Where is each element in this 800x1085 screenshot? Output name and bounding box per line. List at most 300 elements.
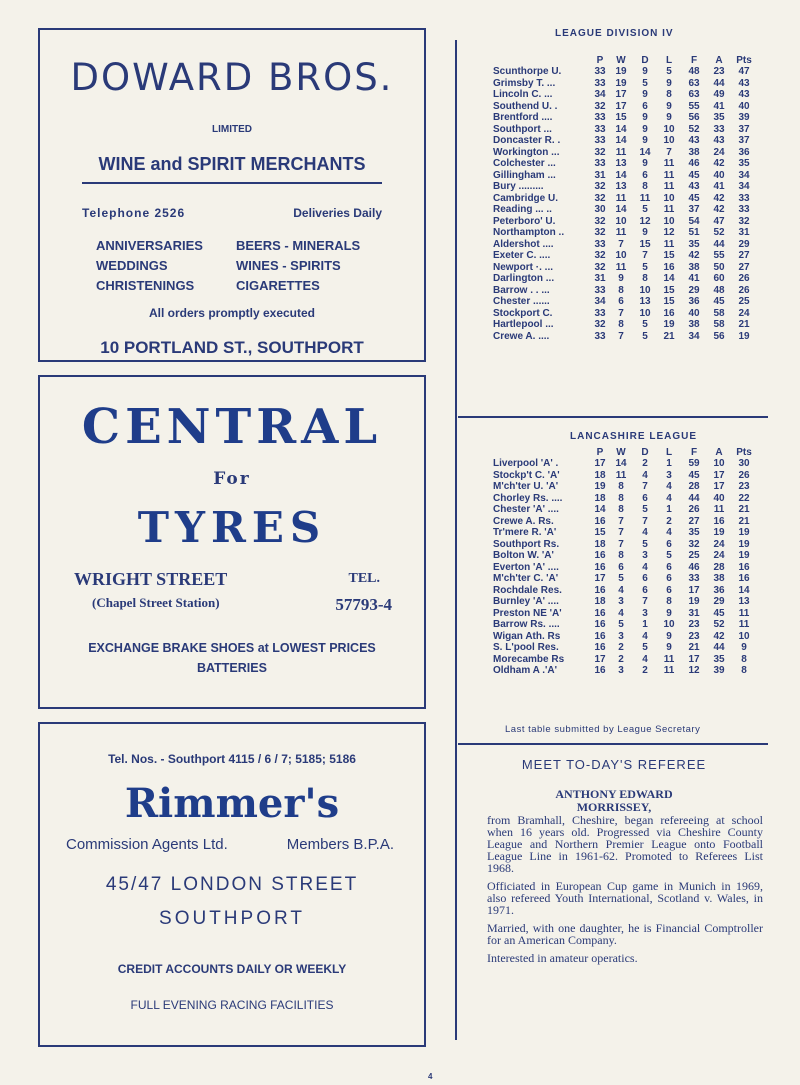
- lancashire-table-row: [493, 642, 757, 654]
- division4-team-name: Southend U. .: [493, 100, 558, 112]
- lancashire-team-name: Wigan Ath. Rs: [493, 630, 561, 642]
- doward-orders: All orders promptly executed: [148, 306, 316, 320]
- lancashire-stat-cell: 44: [688, 492, 700, 504]
- lancashire-stat-cell: 11: [713, 504, 725, 515]
- division4-stat-cell: 42: [713, 158, 725, 169]
- division4-stat-cell: 11: [615, 192, 627, 204]
- lancashire-stat-cell: 4: [666, 492, 672, 504]
- division4-stat-cell: 35: [738, 158, 750, 169]
- lancashire-stat-cell: 17: [594, 573, 606, 584]
- lancashire-stat-cell: 19: [713, 527, 725, 538]
- division4-title: LEAGUE DIVISION IV: [555, 28, 674, 39]
- division4-table-row: [493, 124, 757, 136]
- lancashire-stat-cell: 8: [741, 665, 747, 676]
- lancashire-stat-cell: 7: [642, 596, 648, 607]
- lancashire-stat-cell: 16: [594, 630, 606, 642]
- lancashire-stat-cell: 35: [688, 527, 700, 538]
- lancashire-stat-cell: 8: [618, 550, 624, 561]
- lancashire-team-name: M'ch'ter C. 'A': [493, 573, 559, 584]
- division4-team-name: Chester ......: [493, 296, 550, 307]
- central-tel-number: 57793-4: [335, 595, 392, 614]
- division4-stat-cell: 9: [642, 123, 648, 135]
- lancashire-table-row: [493, 470, 757, 482]
- division4-table-row: [493, 112, 757, 124]
- division4-stat-cell: 32: [594, 261, 606, 273]
- lancashire-stat-cell: 9: [666, 630, 672, 642]
- division4-stat-cell: 11: [663, 158, 675, 169]
- lancashire-team-name: Preston NE 'A': [493, 607, 562, 619]
- division4-stat-cell: 37: [738, 123, 750, 135]
- division4-stat-cell: 45: [713, 296, 725, 307]
- division4-stat-cell: 42: [688, 250, 700, 261]
- lancashire-header-row: [493, 446, 757, 458]
- lancashire-stat-cell: 14: [615, 458, 627, 469]
- division4-table-row: [493, 216, 757, 228]
- lancashire-stat-cell: 14: [738, 584, 750, 596]
- referee-paragraph: Officiated in European Cup game in Munich in 1969, also refereed Youth International, Scotland v. Wales, in 1971.: [487, 879, 763, 917]
- division4-stat-cell: 43: [713, 135, 725, 146]
- division4-stat-cell: 11: [663, 238, 675, 250]
- lancashire-stat-cell: 7: [618, 515, 624, 527]
- division4-team-name: Exeter C. ....: [493, 250, 551, 261]
- rimmer-commission: Commission Agents Ltd.: [66, 836, 228, 853]
- division4-stat-cell: 5: [642, 330, 648, 342]
- lancashire-stat-cell: 18: [594, 538, 606, 550]
- division4-team-name: Workington ...: [493, 146, 560, 158]
- division4-stat-cell: 8: [642, 273, 648, 284]
- division4-stat-cell: 38: [688, 146, 700, 158]
- division4-team-name: Hartlepool ...: [493, 319, 554, 330]
- division4-stat-cell: 33: [594, 123, 606, 135]
- division4-stat-cell: 33: [594, 135, 606, 146]
- division4-stat-cell: 11: [663, 169, 675, 181]
- division4-stat-cell: 9: [618, 273, 624, 284]
- lancashire-table-row: [493, 562, 757, 574]
- division4-stat-cell: 6: [642, 100, 648, 112]
- division4-stat-cell: 19: [738, 330, 750, 342]
- lancashire-stat-cell: 5: [618, 573, 624, 584]
- division4-stat-cell: 17: [615, 89, 627, 100]
- lancashire-stat-cell: 21: [688, 642, 700, 653]
- lancashire-stat-cell: 24: [713, 550, 725, 561]
- division4-stat-cell: 52: [713, 227, 725, 238]
- division4-stat-cell: 43: [688, 181, 700, 192]
- lancashire-stat-cell: 16: [594, 619, 606, 630]
- lancashire-stat-cell: 3: [618, 596, 624, 607]
- division4-stat-cell: 13: [615, 158, 627, 169]
- lancashire-stat-cell: 5: [666, 550, 672, 561]
- division4-stat-cell: 37: [688, 204, 700, 215]
- division4-stat-cell: 45: [688, 192, 700, 204]
- division4-stat-cell: 9: [642, 112, 648, 123]
- division4-stat-cell: 10: [663, 135, 675, 146]
- lancashire-stat-cell: 26: [688, 504, 700, 515]
- lancashire-table-row: [493, 516, 757, 528]
- lancashire-stat-cell: 3: [642, 550, 648, 561]
- division4-stat-cell: 8: [618, 319, 624, 330]
- lancashire-stat-cell: 6: [642, 492, 648, 504]
- division4-table-row: [493, 193, 757, 205]
- lancashire-team-name: Burnley 'A' ....: [493, 596, 559, 607]
- lancashire-column-header: [493, 446, 591, 458]
- lancashire-stat-cell: 2: [618, 642, 624, 653]
- lancashire-team-name: Bolton W. 'A': [493, 550, 554, 561]
- lancashire-stat-cell: 16: [738, 573, 750, 584]
- division4-stat-cell: 30: [594, 204, 606, 215]
- lancashire-stat-cell: 4: [666, 527, 672, 538]
- division4-team-name: Stockport C.: [493, 307, 553, 319]
- rimmer-members: Members B.P.A.: [286, 836, 394, 853]
- division4-stat-cell: 11: [663, 181, 675, 192]
- division4-stat-cell: 7: [618, 238, 624, 250]
- rimmer-credit: CREDIT ACCOUNTS DAILY OR WEEKLY: [117, 962, 347, 976]
- division4-table-row: [493, 66, 757, 78]
- lancashire-stat-cell: 59: [688, 458, 700, 469]
- division4-team-name: Darlington ...: [493, 273, 555, 284]
- lancashire-stat-cell: 9: [666, 607, 672, 619]
- division4-stat-cell: 56: [688, 112, 700, 123]
- division4-stat-cell: 48: [713, 284, 725, 296]
- division4-stat-cell: 32: [594, 250, 606, 261]
- division4-stat-cell: 32: [594, 215, 606, 227]
- lancashire-stat-cell: 7: [642, 515, 648, 527]
- lancashire-stat-cell: 17: [688, 584, 700, 596]
- division4-stat-cell: 9: [642, 66, 648, 77]
- division4-column-header: W: [616, 54, 626, 66]
- division4-table-row: [493, 135, 757, 147]
- lancashire-team-name: S. L'pool Res.: [493, 642, 559, 653]
- division4-column-header: P: [596, 54, 604, 66]
- lancashire-team-name: Southport Rs.: [493, 538, 560, 550]
- division4-table-row: [493, 158, 757, 170]
- lancashire-stat-cell: 17: [713, 481, 725, 492]
- lancashire-column-header: P: [596, 446, 604, 458]
- lancashire-stat-cell: 45: [713, 607, 725, 619]
- lancashire-stat-cell: 19: [594, 481, 606, 492]
- lancashire-stat-cell: 45: [688, 469, 700, 481]
- division4-stat-cell: 9: [642, 89, 648, 100]
- rimmer-name: Rimmer's: [124, 780, 340, 827]
- rimmer-address-street: 45/47 LONDON STREET: [105, 874, 359, 895]
- doward-title: DOWARD BROS.: [70, 56, 394, 99]
- central-for: For: [213, 469, 251, 489]
- lancashire-stat-cell: 2: [642, 665, 648, 676]
- central-station: (Chapel Street Station): [92, 595, 220, 610]
- lancashire-stat-cell: 6: [642, 584, 648, 596]
- division4-stat-cell: 33: [594, 284, 606, 296]
- lancashire-stat-cell: 19: [688, 596, 700, 607]
- lancashire-stat-cell: 1: [666, 504, 672, 515]
- lancashire-stat-cell: 3: [642, 607, 648, 619]
- lancashire-stat-cell: 31: [688, 607, 700, 619]
- rimmer-tel-nos: Tel. Nos. - Southport 4115 / 6 / 7; 5185; 5186: [108, 752, 356, 766]
- division4-stat-cell: 13: [639, 296, 651, 307]
- lancashire-table-row: [493, 539, 757, 551]
- lancashire-team-name: Tr'mere R. 'A': [493, 527, 557, 538]
- lancashire-stat-cell: 12: [688, 665, 700, 676]
- lancashire-stat-cell: 3: [666, 469, 672, 481]
- lancashire-stat-cell: 16: [738, 561, 750, 573]
- division4-table: [493, 54, 757, 342]
- division4-team-name: Brentford ....: [493, 112, 553, 123]
- lancashire-stat-cell: 19: [738, 550, 750, 561]
- lancashire-stat-cell: 7: [618, 527, 624, 538]
- division4-stat-cell: 9: [642, 135, 648, 146]
- central-tel-label: TEL.: [348, 571, 380, 586]
- lancashire-stat-cell: 18: [594, 596, 606, 607]
- division4-stat-cell: 51: [688, 227, 700, 238]
- division4-team-name: Peterboro' U.: [493, 215, 556, 227]
- division4-stat-cell: 44: [713, 77, 725, 89]
- division4-stat-cell: 33: [594, 330, 606, 342]
- division4-stat-cell: 32: [594, 192, 606, 204]
- division4-stat-cell: 50: [713, 261, 725, 273]
- lancashire-stat-cell: 17: [594, 653, 606, 665]
- division4-stat-cell: 44: [713, 238, 725, 250]
- division4-stat-cell: 11: [615, 227, 627, 238]
- division4-team-name: Crewe A. ....: [493, 330, 550, 342]
- division4-stat-cell: 9: [666, 77, 672, 89]
- lancashire-table-row: [493, 550, 757, 562]
- division4-table-row: [493, 250, 757, 262]
- division4-stat-cell: 36: [688, 296, 700, 307]
- division4-stat-cell: 40: [738, 100, 750, 112]
- doward-telephone: Telephone 2526: [82, 206, 186, 220]
- referee-heading: MEET TO-DAY'S REFEREE: [521, 757, 707, 772]
- division4-stat-cell: 34: [594, 296, 606, 307]
- lancashire-stat-cell: 10: [738, 630, 750, 642]
- division4-stat-cell: 55: [713, 250, 725, 261]
- lancashire-stat-cell: 11: [663, 665, 675, 676]
- division4-stat-cell: 24: [738, 307, 750, 319]
- division4-stat-cell: 11: [663, 204, 675, 215]
- lancashire-stat-cell: 8: [741, 653, 747, 665]
- division4-stat-cell: 60: [713, 273, 725, 284]
- division4-team-name: Bury .........: [493, 181, 544, 192]
- lancashire-table-row: [493, 654, 757, 666]
- division4-stat-cell: 29: [738, 238, 750, 250]
- doward-occasion-item: CHRISTENINGS: [96, 278, 195, 293]
- division4-stat-cell: 5: [642, 261, 648, 273]
- division4-table-row: [493, 262, 757, 274]
- division4-table-row: [493, 239, 757, 251]
- central-tyres-advert: [38, 375, 426, 709]
- lancashire-stat-cell: 21: [738, 504, 750, 515]
- lancashire-stat-cell: 2: [642, 458, 648, 469]
- lancashire-stat-cell: 27: [688, 515, 700, 527]
- division4-stat-cell: 7: [642, 250, 648, 261]
- lancashire-stat-cell: 44: [713, 642, 725, 653]
- lancashire-stat-cell: 1: [642, 619, 648, 630]
- lancashire-stat-cell: 21: [738, 515, 750, 527]
- division4-table-row: [493, 308, 757, 320]
- lancashire-stat-cell: 16: [594, 607, 606, 619]
- division4-table-row: [493, 331, 757, 343]
- division4-stat-cell: 19: [615, 77, 627, 89]
- lancashire-stat-cell: 35: [713, 653, 725, 665]
- lancashire-stat-cell: 18: [594, 492, 606, 504]
- division4-stat-cell: 10: [663, 192, 675, 204]
- division4-team-name: Cambridge U.: [493, 192, 559, 204]
- lancashire-stat-cell: 9: [741, 642, 747, 653]
- division4-table-row: [493, 170, 757, 182]
- division4-table-row: [493, 101, 757, 113]
- division4-stat-cell: 63: [688, 77, 700, 89]
- lancashire-team-name: Rochdale Res.: [493, 584, 562, 596]
- lancashire-stat-cell: 11: [738, 619, 750, 630]
- division4-team-name: Grimsby T. ...: [493, 77, 556, 89]
- lancashire-stat-cell: 36: [713, 584, 725, 596]
- division4-stat-cell: 16: [663, 307, 675, 319]
- lancashire-team-name: Everton 'A' ....: [493, 561, 559, 573]
- lancashire-stat-cell: 33: [688, 573, 700, 584]
- doward-occasion-item: WEDDINGS: [96, 258, 168, 273]
- division4-stat-cell: 32: [738, 215, 750, 227]
- lancashire-stat-cell: 7: [642, 481, 648, 492]
- division4-stat-cell: 40: [688, 307, 700, 319]
- doward-product-item: CIGARETTES: [236, 278, 320, 293]
- doward-address: 10 PORTLAND ST., SOUTHPORT: [100, 338, 364, 357]
- division4-stat-cell: 46: [688, 158, 700, 169]
- lancashire-stat-cell: 15: [594, 527, 606, 538]
- division4-stat-cell: 19: [663, 319, 675, 330]
- lancashire-stat-cell: 4: [666, 481, 672, 492]
- lancashire-column-header: W: [616, 446, 626, 458]
- lancashire-team-name: Barrow Rs. ....: [493, 619, 560, 630]
- division4-column-header: F: [690, 54, 698, 66]
- division4-stat-cell: 41: [688, 273, 700, 284]
- division4-stat-cell: 10: [639, 284, 651, 296]
- division4-stat-cell: 41: [713, 100, 725, 112]
- division4-stat-cell: 34: [594, 89, 606, 100]
- lancashire-stat-cell: 6: [666, 561, 672, 573]
- lancashire-stat-cell: 23: [688, 630, 700, 642]
- division4-team-name: Lincoln C. ...: [493, 89, 553, 100]
- lancashire-stat-cell: 8: [666, 596, 672, 607]
- lancashire-stat-cell: 22: [738, 492, 750, 504]
- division4-stat-cell: 52: [688, 123, 700, 135]
- lancashire-team-name: Morecambe Rs: [493, 653, 565, 665]
- division4-stat-cell: 63: [688, 89, 700, 100]
- lancashire-stat-cell: 5: [642, 504, 648, 515]
- division4-stat-cell: 9: [642, 227, 648, 238]
- lancashire-stat-cell: 16: [594, 584, 606, 596]
- central-street: WRIGHT STREET: [74, 569, 228, 589]
- lancashire-stat-cell: 6: [642, 573, 648, 584]
- lancashire-column-header: F: [690, 446, 698, 458]
- lancashire-stat-cell: 17: [713, 469, 725, 481]
- division4-team-name: Aldershot ....: [493, 238, 554, 250]
- division4-stat-cell: 29: [688, 284, 700, 296]
- lancashire-team-name: Chorley Rs. ....: [493, 492, 563, 504]
- division4-stat-cell: 43: [738, 77, 750, 89]
- lancashire-stat-cell: 8: [618, 492, 624, 504]
- lancashire-stat-cell: 8: [618, 481, 624, 492]
- division4-stat-cell: 49: [713, 89, 725, 100]
- lancashire-team-name: Crewe A. Rs.: [493, 515, 554, 527]
- division4-stat-cell: 58: [713, 307, 725, 319]
- lancashire-column-header: D: [641, 446, 649, 458]
- division4-stat-cell: 32: [594, 181, 606, 192]
- division4-stat-cell: 9: [642, 158, 648, 169]
- division4-stat-cell: 14: [615, 135, 627, 146]
- division4-stat-cell: 12: [663, 227, 675, 238]
- lancashire-team-name: Stockp't C. 'A': [493, 469, 560, 481]
- division4-stat-cell: 7: [666, 146, 672, 158]
- division4-team-name: Newport ·. ...: [493, 261, 553, 273]
- section-divider: [458, 416, 768, 418]
- division4-stat-cell: 12: [639, 215, 651, 227]
- division4-stat-cell: 11: [639, 192, 651, 204]
- division4-stat-cell: 8: [642, 181, 648, 192]
- referee-paragraph: from Bramhall, Cheshire, began refereeing at school when 16 years old. Progressed via Cheshire County League and Northern Premier League onto Football League Line in 1961-62. Promoted to Referees List 1968.: [487, 813, 763, 875]
- division4-stat-cell: 31: [594, 273, 606, 284]
- division4-team-name: Barrow . . ...: [493, 284, 550, 296]
- referee-paragraph: Married, with one daughter, he is Financial Comptroller for an American Company.: [487, 921, 763, 947]
- division4-stat-cell: 5: [642, 77, 648, 89]
- division4-stat-cell: 17: [615, 100, 627, 112]
- division4-stat-cell: 26: [738, 273, 750, 284]
- lancashire-stat-cell: 46: [688, 561, 700, 573]
- lancashire-footnote: Last table submitted by League Secretary: [505, 724, 701, 735]
- lancashire-stat-cell: 10: [713, 458, 725, 469]
- lancashire-stat-cell: 2: [666, 515, 672, 527]
- lancashire-stat-cell: 5: [642, 642, 648, 653]
- division4-stat-cell: 15: [615, 112, 627, 123]
- division4-team-name: Reading ... ..: [493, 204, 552, 215]
- division4-stat-cell: 37: [738, 135, 750, 146]
- referee-bio: [487, 814, 763, 970]
- division4-stat-cell: 34: [688, 330, 700, 342]
- rimmer-address-town: SOUTHPORT: [159, 908, 305, 929]
- division4-table-row: [493, 89, 757, 101]
- division4-stat-cell: 31: [594, 169, 606, 181]
- division4-stat-cell: 31: [738, 227, 750, 238]
- division4-stat-cell: 42: [713, 204, 725, 215]
- division4-table-row: [493, 319, 757, 331]
- central-title: CENTRAL: [81, 399, 383, 455]
- division4-stat-cell: 26: [738, 284, 750, 296]
- division4-stat-cell: 5: [666, 66, 672, 77]
- division4-stat-cell: 5: [642, 319, 648, 330]
- division4-stat-cell: 7: [618, 330, 624, 342]
- doward-product-item: BEERS - MINERALS: [236, 238, 361, 253]
- lancashire-stat-cell: 23: [738, 481, 750, 492]
- division4-stat-cell: 35: [713, 112, 725, 123]
- lancashire-stat-cell: 17: [594, 458, 606, 469]
- division4-stat-cell: 11: [615, 261, 627, 273]
- division4-stat-cell: 8: [618, 284, 624, 296]
- division4-stat-cell: 21: [663, 330, 675, 342]
- division4-table-row: [493, 147, 757, 159]
- division4-stat-cell: 33: [594, 238, 606, 250]
- division4-stat-cell: 34: [738, 181, 750, 192]
- division4-table-row: [493, 204, 757, 216]
- rimmers-advert: [38, 722, 426, 1047]
- lancashire-column-header: Pts: [736, 446, 752, 458]
- referee-name-first: ANTHONY EDWARD: [555, 787, 673, 801]
- lancashire-stat-cell: 16: [594, 642, 606, 653]
- division4-stat-cell: 34: [738, 169, 750, 181]
- lancashire-table-row: [493, 608, 757, 620]
- division4-stat-cell: 58: [713, 319, 725, 330]
- lancashire-table-row: [493, 665, 757, 677]
- division4-stat-cell: 13: [615, 181, 627, 192]
- lancashire-stat-cell: 7: [618, 538, 624, 550]
- division4-stat-cell: 7: [618, 307, 624, 319]
- lancashire-stat-cell: 40: [713, 492, 725, 504]
- lancashire-team-name: M'ch'ter U. 'A': [493, 481, 559, 492]
